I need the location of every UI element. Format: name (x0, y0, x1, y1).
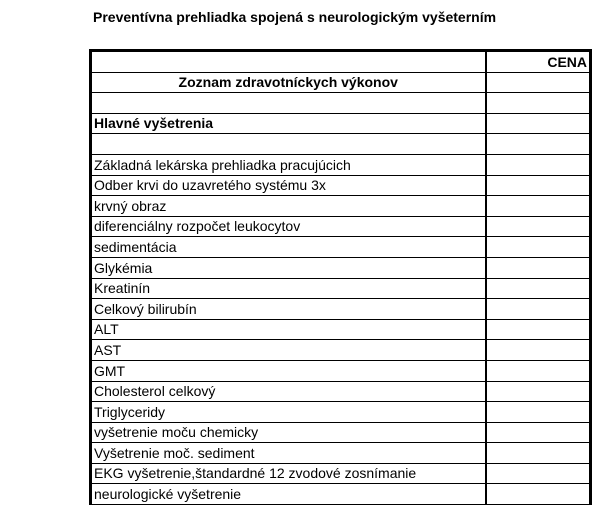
table-row (91, 154, 591, 175)
procedure-name-cell: krvný obraz (91, 196, 486, 217)
table-row (91, 340, 591, 361)
price-cell (486, 134, 591, 155)
price-cell (486, 443, 591, 464)
table-row (91, 319, 591, 340)
price-cell (486, 360, 591, 381)
list-header-row (91, 72, 591, 93)
procedure-name-cell: Kreatinín (91, 278, 486, 299)
table-row (91, 257, 591, 278)
procedure-name-cell: AST (91, 340, 486, 361)
procedure-name-cell: Odber krvi do uzavretého systému 3x (91, 175, 486, 196)
price-cell (486, 299, 591, 320)
table-row (91, 360, 591, 381)
price-cell (486, 381, 591, 402)
price-cell (486, 484, 591, 505)
price-cell (486, 216, 591, 237)
price-cell (486, 319, 591, 340)
procedures-price-table (89, 49, 592, 505)
name-column-header-empty (91, 51, 486, 73)
price-cell (486, 196, 591, 217)
empty-row (91, 134, 591, 155)
empty-row (91, 93, 591, 114)
price-cell (486, 72, 591, 93)
procedure-name-cell: Základná lekárska prehliadka pracujúcich (91, 154, 486, 175)
name-cell (91, 93, 486, 114)
section-header-row (91, 113, 591, 134)
table-row (91, 278, 591, 299)
section-header: Hlavné vyšetrenia (91, 113, 486, 134)
price-cell (486, 154, 591, 175)
procedure-name-cell: Cholesterol celkový (91, 381, 486, 402)
table-row (91, 422, 591, 443)
price-cell (486, 340, 591, 361)
table-row (91, 402, 591, 423)
procedure-name-cell: ALT (91, 319, 486, 340)
price-cell (486, 278, 591, 299)
procedure-name-cell: neurologické vyšetrenie (91, 484, 486, 505)
price-cell (486, 237, 591, 258)
table-row (91, 381, 591, 402)
table-row (91, 196, 591, 217)
procedure-name-cell: Glykémia (91, 257, 486, 278)
procedure-name-cell: Celkový bilirubín (91, 299, 486, 320)
procedures-list-header: Zoznam zdravotníckych výkonov (91, 72, 486, 93)
price-cell (486, 463, 591, 484)
table-row (91, 299, 591, 320)
price-cell (486, 422, 591, 443)
price-cell (486, 257, 591, 278)
procedure-name-cell: Triglyceridy (91, 402, 486, 423)
price-column-header: CENA (486, 51, 591, 73)
table-row (91, 237, 591, 258)
procedure-name-cell: diferenciálny rozpočet leukocytov (91, 216, 486, 237)
name-cell (91, 134, 486, 155)
procedure-name-cell: vyšetrenie moču chemicky (91, 422, 486, 443)
table-row (91, 443, 591, 464)
table-row (91, 484, 591, 505)
table-row (91, 216, 591, 237)
procedure-name-cell: sedimentácia (91, 237, 486, 258)
price-cell (486, 93, 591, 114)
procedure-name-cell: EKG vyšetrenie,štandardné 12 zvodové zosnímanie (91, 463, 486, 484)
table-header-row (91, 51, 591, 73)
table-row (91, 175, 591, 196)
procedure-name-cell: GMT (91, 360, 486, 381)
table-row (91, 463, 591, 484)
price-cell (486, 113, 591, 134)
document-title: Preventívna prehliadka spojená s neurologickým vyšeterním (93, 9, 497, 25)
price-cell (486, 175, 591, 196)
price-cell (486, 402, 591, 423)
procedure-name-cell: Vyšetrenie moč. sediment (91, 443, 486, 464)
